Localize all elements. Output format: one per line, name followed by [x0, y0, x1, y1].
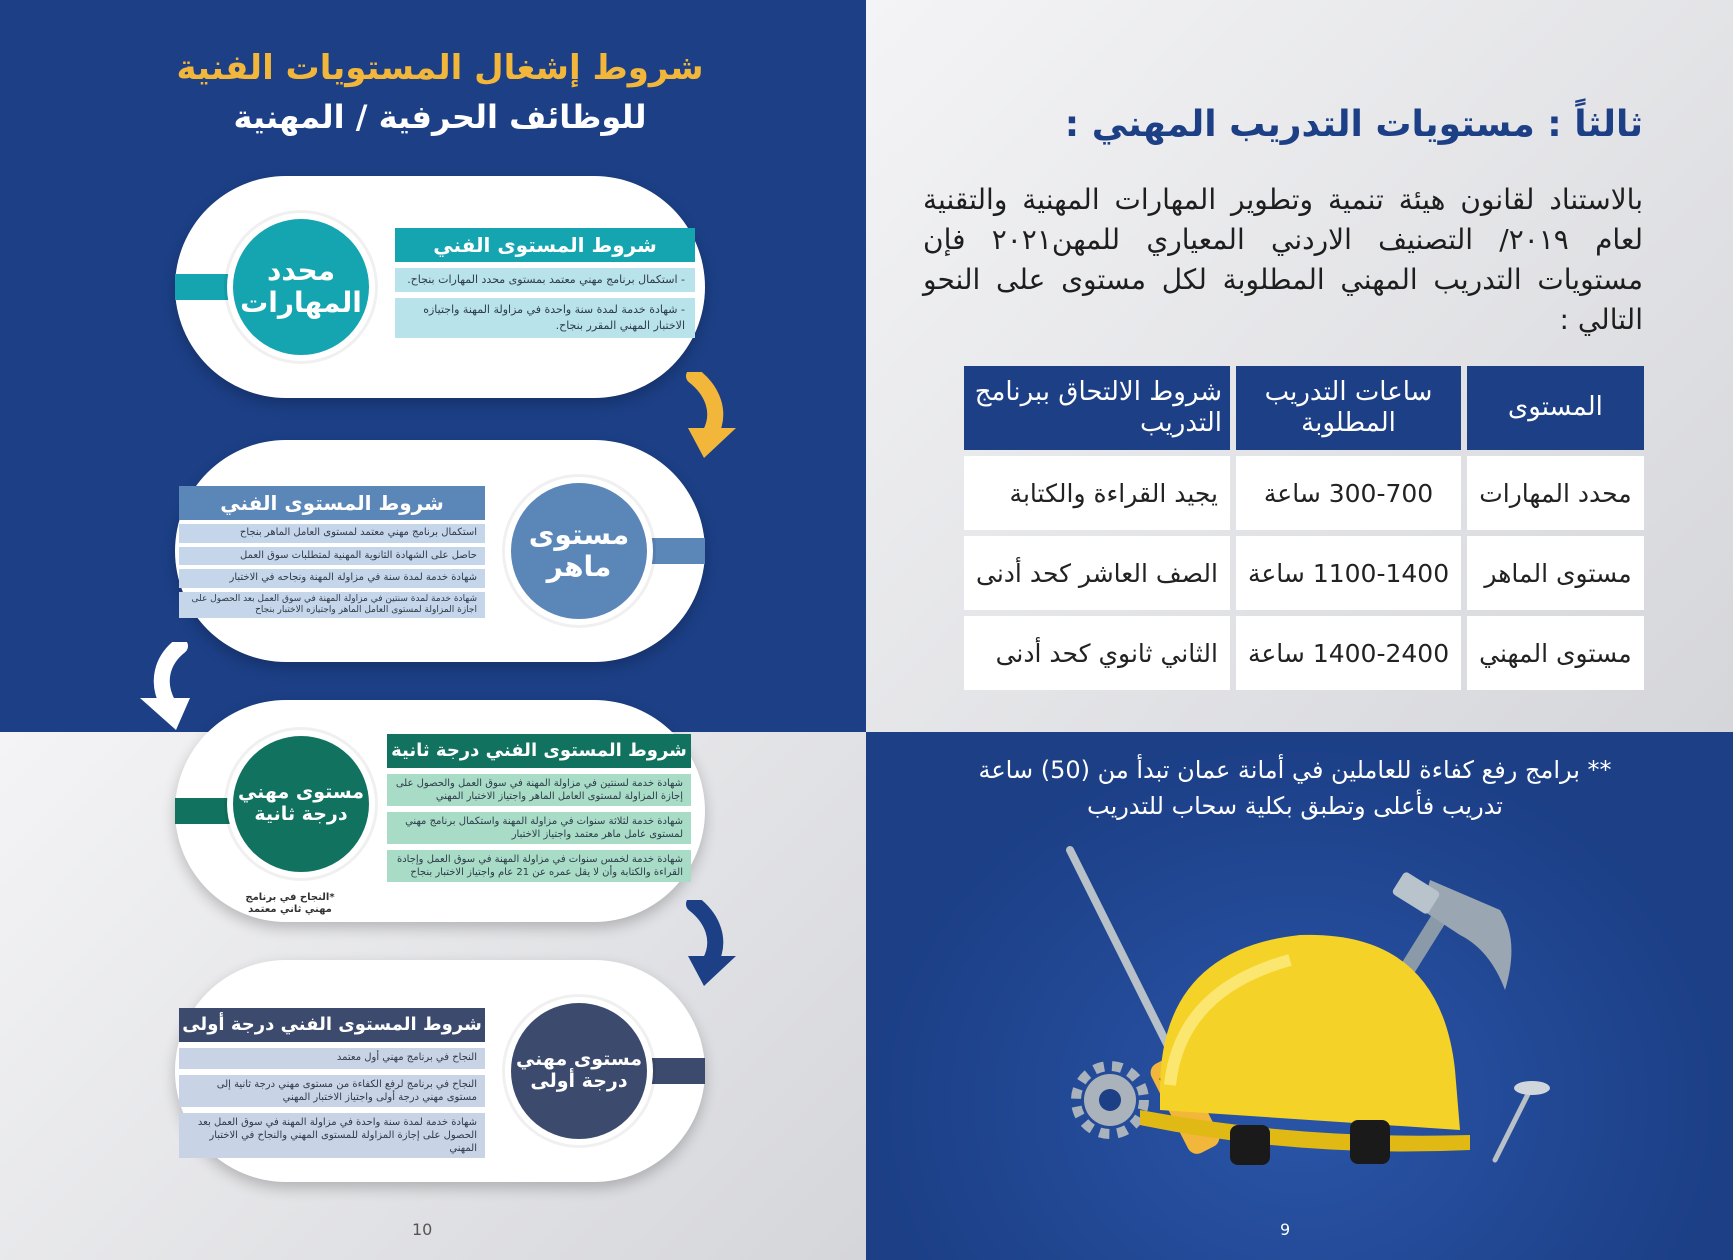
- level-circle-label: مستوى مهني درجة ثانية: [237, 781, 365, 825]
- card-band: [645, 1058, 705, 1084]
- condition-item: شهادة خدمة لثلاثة سنوات في مزاولة المهنة واستكمال برنامج مهني لمستوى عامل ماهر معتمد واجتياز الاختبار: [387, 812, 691, 844]
- condition-item: حاصل على الشهادة الثانوية المهنية لمتطلبات سوق العمل: [179, 547, 485, 566]
- training-note: ** برامج رفع كفاءة للعاملين في أمانة عمان تبدأ من (50) ساعة تدريب فأعلى وتطبق بكلية سحاب للتدريب: [978, 756, 1612, 820]
- condition-item: شهادة خدمة لمدة سنة في مزاولة المهنة ونجاحه في الاختبار: [179, 569, 485, 588]
- condition-item: استكمال برنامج مهني معتمد لمستوى العامل الماهر بنجاح: [179, 524, 485, 543]
- level-circle: [505, 997, 653, 1145]
- gear-icon: [1076, 1066, 1144, 1134]
- level-card-skills: [175, 176, 705, 398]
- helmet-tools-icon: [1050, 840, 1610, 1190]
- nail-icon: [1495, 1081, 1550, 1160]
- level-card-skilled: [175, 440, 705, 662]
- table-cell: 1400-2400 ساعة: [1236, 616, 1461, 690]
- condition-item: - شهادة خدمة لمدة سنة واحدة في مزاولة المهنة واجتيازه الاختبار المهني المقرر بنجاح.: [395, 298, 695, 338]
- table-cell: مستوى الماهر: [1467, 536, 1644, 610]
- table-row: [964, 456, 1644, 530]
- table-header-row: [964, 366, 1644, 450]
- level-circle: [227, 213, 375, 361]
- right-page-paragraph: بالاستناد لقانون هيئة تنمية وتطوير المهارات المهنية والتقنية لعام ٢٠١٩/ التصنيف الاردني المعياري للمهن٢٠٢١ فإن مستويات التدريب المهني المطلوبة لكل مستوى على النحو التالي :: [923, 183, 1643, 336]
- card-band: [175, 798, 235, 824]
- table-cell: الصف العاشر كحد أدنى: [964, 536, 1230, 610]
- table-cell: محدد المهارات: [1467, 456, 1644, 530]
- conditions-header: شروط المستوى الفني درجة ثانية: [387, 734, 691, 768]
- level-circle-label: محدد المهارات: [240, 253, 362, 319]
- helmet-icon: [1140, 935, 1470, 1165]
- condition-item: شهادة خدمة لمدة سنتين في مزاولة المهنة في سوق العمل بعد الحصول على اجازة المزاولة لمستوى العامل الماهر واجتيازه الاختبار بنجاح: [179, 592, 485, 619]
- left-page-title: شروط إشغال المستويات الفنية: [176, 48, 704, 88]
- table-cell: مستوى المهني: [1467, 616, 1644, 690]
- level-card-professional-2: [175, 700, 705, 922]
- table-cell: 1100-1400 ساعة: [1236, 536, 1461, 610]
- flow-arrow-icon: [132, 642, 202, 732]
- conditions-panel: [395, 228, 695, 338]
- level-circle: [505, 477, 653, 625]
- flow-arrow-icon: [680, 372, 750, 462]
- right-page-number: 9: [1280, 1220, 1291, 1239]
- condition-item: شهادة خدمة لسنتين في مزاولة المهنة في سوق العمل والحصول على إجازة المزاولة لمستوى العامل الماهر واجتياز الاختبار المهني: [387, 774, 691, 806]
- table-row: [964, 536, 1644, 610]
- table-cell: الثاني ثانوي كحد أدنى: [964, 616, 1230, 690]
- column-header: شروط الالتحاق ببرنامج التدريب: [964, 366, 1230, 450]
- condition-item: النجاح في برنامج لرفع الكفاءة من مستوى مهني درجة ثانية إلى مستوى مهني درجة أولى واجتياز الاختبار المهني: [179, 1075, 485, 1107]
- table-cell: 300-700 ساعة: [1236, 456, 1461, 530]
- level-circle-label: مستوى ماهر: [528, 517, 630, 583]
- conditions-panel: [179, 1008, 485, 1158]
- level-circle: [227, 730, 375, 878]
- card-band: [175, 274, 235, 300]
- right-page-heading: ثالثاً : مستويات التدريب المهني :: [1064, 104, 1643, 145]
- left-page-subtitle: للوظائف الحرفية / المهنية: [233, 98, 647, 136]
- column-header: المستوى: [1467, 366, 1644, 450]
- condition-item: شهادة خدمة لخمس سنوات في مزاولة المهنة في سوق العمل وإجادة القراءة والكتابة وأن لا يقل عمره عن 21 عام واجتياز الاختبار بنجاح: [387, 850, 691, 882]
- level-circle-label: مستوى مهني درجة أولى: [515, 1048, 643, 1092]
- left-page-number: 10: [412, 1220, 433, 1239]
- table-cell: يجيد القراءة والكتابة: [964, 456, 1230, 530]
- table-row: [964, 616, 1644, 690]
- conditions-header: شروط المستوى الفني: [179, 486, 485, 520]
- footnote: *النجاح في برنامج مهني ثاني معتمد: [245, 892, 335, 915]
- conditions-header: شروط المستوى الفني: [395, 228, 695, 262]
- card-band: [645, 538, 705, 564]
- column-header: ساعات التدريب المطلوبة: [1236, 366, 1461, 450]
- condition-item: النجاح في برنامج مهني أول معتمد: [179, 1048, 485, 1069]
- level-card-professional-1: [175, 960, 705, 1182]
- condition-item: - استكمال برنامج مهني معتمد بمستوى محدد المهارات بنجاح.: [395, 268, 695, 292]
- training-levels-table: [958, 360, 1650, 696]
- condition-item: شهادة خدمة لمدة سنة واحدة في مزاولة المهنة في سوق العمل بعد الحصول على إجازة المزاولة للمستوى المهني والنجاح في الاختبار المهني: [179, 1113, 485, 1158]
- conditions-panel: [179, 486, 485, 618]
- conditions-panel: [387, 734, 691, 882]
- flow-arrow-icon: [680, 900, 750, 990]
- conditions-header: شروط المستوى الفني درجة أولى: [179, 1008, 485, 1042]
